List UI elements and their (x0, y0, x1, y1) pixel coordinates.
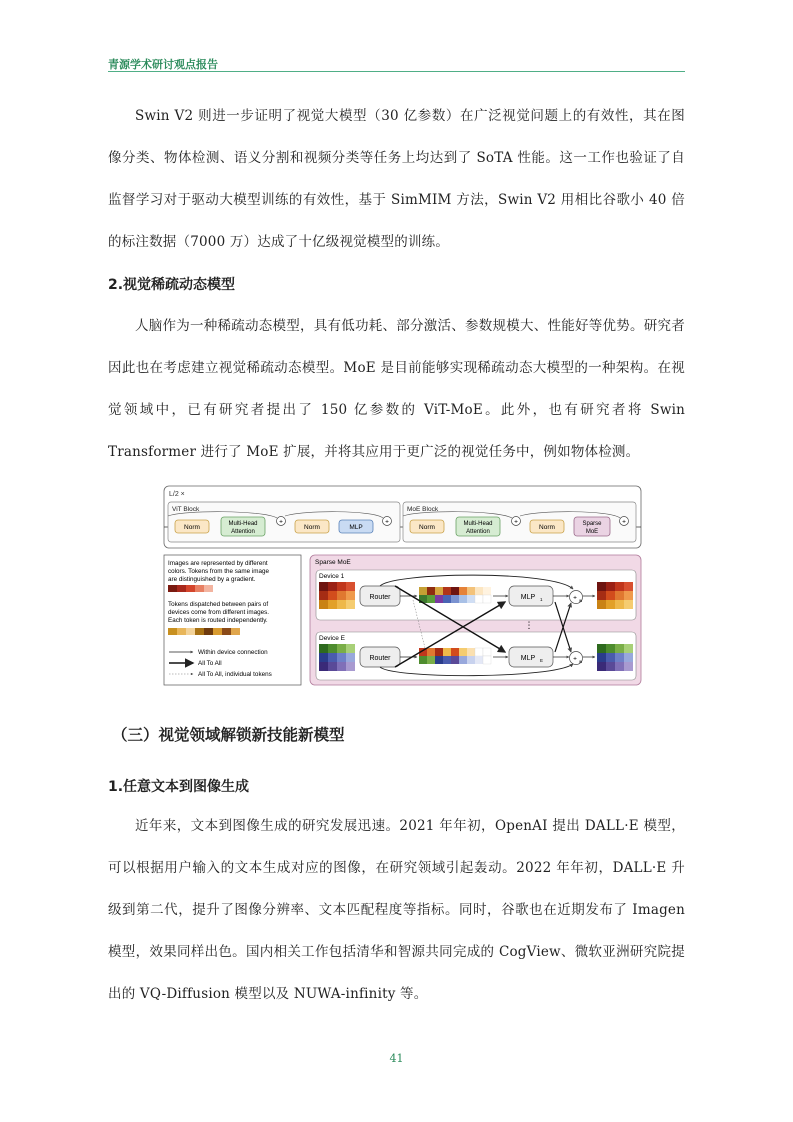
expert-mlp-1-label: MLP (520, 594, 536, 601)
vit-norm-2-label: Norm (304, 524, 320, 531)
heading-sparse-dynamic-model: 2.视觉稀疏动态模型 (108, 277, 236, 293)
expert-mlp-e-subscript: E (540, 658, 544, 663)
moe-add-1-symbol: + (514, 518, 518, 526)
weighted-sum-e-symbol: + (573, 655, 577, 663)
device-e-label: Device E (319, 635, 346, 642)
vit-mlp-label: MLP (349, 524, 363, 531)
legend-text-1: Images are represented by different (168, 560, 268, 567)
repeat-label: L/2 × (169, 491, 185, 498)
moe-attention-label-1: Multi-Head (463, 521, 493, 527)
moe-norm-1-label: Norm (419, 524, 435, 531)
legend-text-2: colors. Tokens from the same image (168, 568, 270, 575)
vit-add-2-symbol: + (385, 518, 389, 526)
legend-all-to-all-individual: All To All, individual tokens (198, 671, 272, 678)
legend-text-3: are distinguished by a gradient. (168, 576, 256, 583)
moe-norm-2-label: Norm (539, 524, 555, 531)
legend-text-6: Each token is routed independently. (168, 617, 268, 624)
moe-attention-label-2: Attention (466, 529, 490, 535)
router-e-label: Router (369, 655, 391, 662)
device-1-label: Device 1 (319, 573, 345, 580)
expert-mlp-e-label: MLP (520, 655, 536, 662)
legend-text-4: Tokens dispatched between pairs of (168, 601, 269, 608)
paragraph-text-to-image: 近年来，文本到图像生成的研究发展迅速。2021 年年初，OpenAI 提出 DALL·E 模型，可以根据用户输入的文本生成对应的图像，在研究领域引起轰动。2022 年年初，DALL·E 升级到第二代，提升了图像分辨率、文本匹配程度等指标。同时，谷歌也在近期发布了 Imagen 模型，效果同样出色。国内相关工作包括清华和智源共同完成的 CogView、微软亚洲研究院提出的 VQ-Diffusion 模型以及 NUWA-infinity 等。 (108, 818, 685, 1002)
expert-mlp-1-subscript: 1 (540, 597, 543, 602)
router-1-label: Router (369, 594, 391, 601)
device-1-dispatched-tokens (419, 587, 491, 603)
sparse-moe-title: Sparse MoE (315, 559, 351, 566)
legend-color-swatch-mixed (168, 628, 240, 635)
legend-text-5: devices come from different images. (168, 609, 270, 616)
weighted-sum-e-sub: w (579, 659, 583, 664)
legend-color-swatch-gradient (168, 585, 213, 592)
device-e-dispatched-tokens (419, 648, 491, 664)
vit-attention-label-2: Attention (231, 529, 255, 535)
heading-text-to-image: 1.任意文本到图像生成 (108, 779, 250, 795)
vit-add-1-symbol: + (279, 518, 283, 526)
page-number: 41 (389, 1052, 404, 1065)
vit-block-label: ViT Block (172, 506, 200, 513)
device-ellipsis: ⋮ (524, 620, 534, 630)
moe-architecture-figure (163, 480, 643, 688)
device-e-output-tokens (597, 644, 633, 671)
paragraph-swin-v2: Swin V2 则进一步证明了视觉大模型（30 亿参数）在广泛视觉问题上的有效性，其在图像分类、物体检测、语义分割和视频分类等任务上均达到了 SoTA 性能。这一工作也验证了自监督学习对于驱动大模型训练的有效性，基于 SimMIM 方法，Swin V2 用相比谷歌小 40 倍的标注数据（7000 万）达成了十亿级视觉模型的训练。 (108, 108, 685, 250)
vit-norm-1-label: Norm (184, 524, 200, 531)
device-1-input-tokens (319, 582, 355, 609)
section-heading-new-skills: （三）视觉领域解锁新技能新模型 (112, 726, 345, 744)
page-header: 青源学术研讨观点报告 (108, 58, 218, 71)
legend-within-device: Within device connection (198, 649, 268, 656)
vit-attention-label-1: Multi-Head (228, 521, 258, 527)
paragraph-sparse-moe: 人脑作为一种稀疏动态模型，具有低功耗、部分激活、参数规模大、性能好等优势。研究者因此也在考虑建立视觉稀疏动态模型。MoE 是目前能够实现稀疏动态大模型的一种架构。在视觉领域中，已有研究者提出了 150 亿参数的 ViT-MoE。此外，也有研究者将 Swin Transformer 进行了 MoE 扩展，并将其应用于更广泛的视觉任务中，例如物体检测。 (108, 318, 685, 460)
legend-all-to-all: All To All (198, 660, 222, 667)
device-1-output-tokens (597, 582, 633, 609)
sparse-moe-module-label-1: Sparse (582, 521, 602, 527)
header-rule (108, 71, 685, 72)
sparse-moe-module-label-2: MoE (585, 529, 599, 535)
weighted-sum-1-sub: w (579, 598, 583, 603)
weighted-sum-1-symbol: + (573, 594, 577, 602)
moe-block-label: MoE Block (407, 506, 439, 513)
moe-add-2-symbol: + (622, 518, 626, 526)
device-e-input-tokens (319, 644, 355, 671)
